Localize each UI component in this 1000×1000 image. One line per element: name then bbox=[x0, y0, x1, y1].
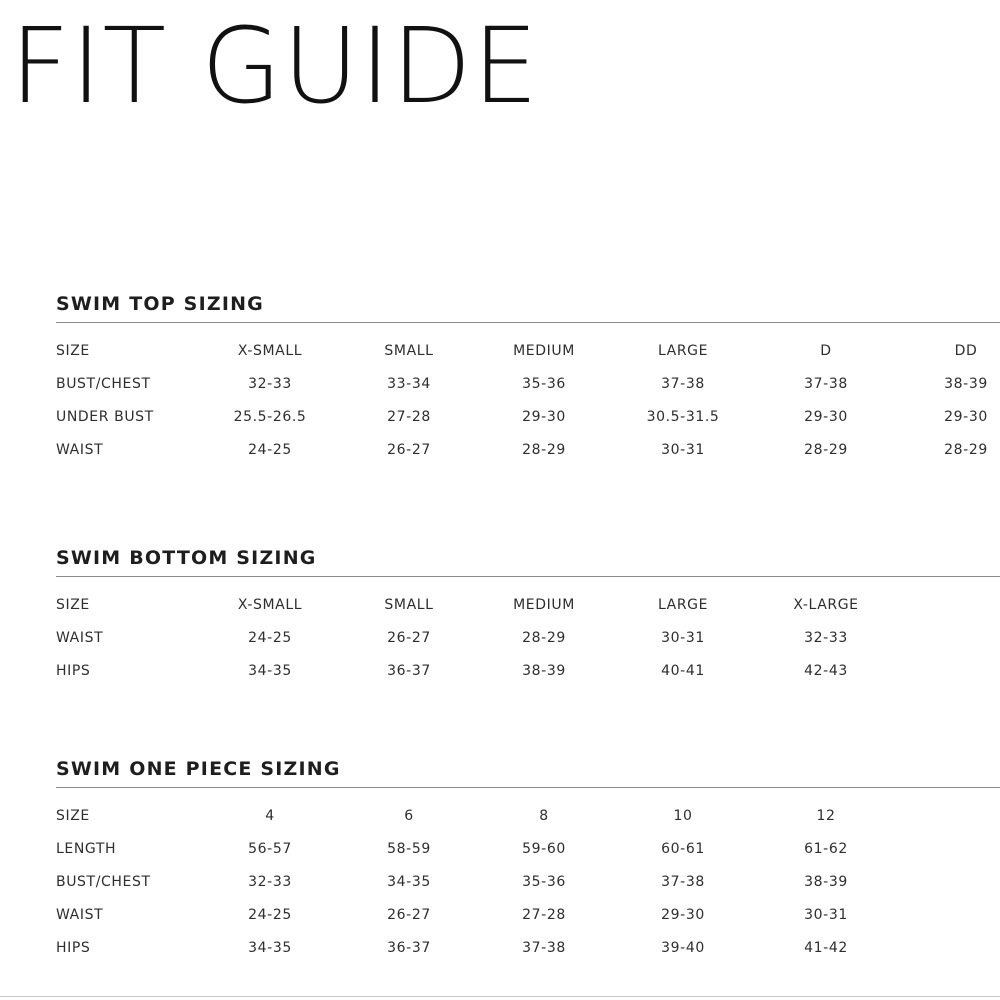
table-cell: 37-38 bbox=[661, 874, 705, 890]
table-cell: 30-31 bbox=[661, 442, 705, 458]
table-cell: 32-33 bbox=[248, 376, 292, 392]
table-cell: MEDIUM bbox=[513, 597, 575, 613]
table-cell: 27-28 bbox=[522, 907, 566, 923]
table-row-hips bbox=[0, 938, 1000, 958]
table-cell: 25.5-26.5 bbox=[233, 409, 307, 425]
table-cell: SMALL bbox=[384, 343, 434, 359]
table-cell: 28-29 bbox=[944, 442, 988, 458]
row-label: HIPS bbox=[56, 940, 91, 956]
table-cell: 29-30 bbox=[661, 907, 705, 923]
table-cell: 61-62 bbox=[804, 841, 848, 857]
table-row-bust-chest bbox=[0, 872, 1000, 892]
swim-bottom-divider bbox=[56, 576, 1000, 577]
table-cell: 35-36 bbox=[522, 874, 566, 890]
table-cell: LARGE bbox=[657, 597, 709, 613]
row-label: LENGTH bbox=[56, 841, 117, 857]
table-cell: X-LARGE bbox=[793, 597, 859, 613]
table-cell: 26-27 bbox=[387, 907, 431, 923]
table-cell: 32-33 bbox=[248, 874, 292, 890]
row-label: HIPS bbox=[56, 663, 91, 679]
row-label: BUST/CHEST bbox=[56, 874, 151, 890]
table-cell: 6 bbox=[404, 808, 414, 824]
table-cell: 33-34 bbox=[387, 376, 431, 392]
table-cell: 58-59 bbox=[387, 841, 431, 857]
table-cell: SMALL bbox=[384, 597, 434, 613]
table-cell: 59-60 bbox=[522, 841, 566, 857]
table-cell: 4 bbox=[265, 808, 275, 824]
table-cell: 36-37 bbox=[387, 940, 431, 956]
row-label: WAIST bbox=[56, 442, 104, 458]
table-cell: 30-31 bbox=[661, 630, 705, 646]
swim-top-divider bbox=[56, 322, 1000, 323]
table-cell: 24-25 bbox=[248, 442, 292, 458]
table-cell: 37-38 bbox=[804, 376, 848, 392]
table-cell: 34-35 bbox=[387, 874, 431, 890]
swim-top-heading: SWIM TOP SIZING bbox=[56, 293, 264, 315]
table-row-size bbox=[0, 595, 1000, 615]
row-label: WAIST bbox=[56, 630, 104, 646]
swim-bottom-heading: SWIM BOTTOM SIZING bbox=[56, 547, 317, 569]
table-cell: 39-40 bbox=[661, 940, 705, 956]
table-cell: 30-31 bbox=[804, 907, 848, 923]
table-row-waist bbox=[0, 628, 1000, 648]
table-cell: 29-30 bbox=[944, 409, 988, 425]
table-cell: 29-30 bbox=[804, 409, 848, 425]
table-cell: 35-36 bbox=[522, 376, 566, 392]
table-cell: 37-38 bbox=[661, 376, 705, 392]
bottom-border bbox=[0, 996, 1000, 997]
row-label: BUST/CHEST bbox=[56, 376, 151, 392]
table-cell: 38-39 bbox=[522, 663, 566, 679]
table-cell: 37-38 bbox=[522, 940, 566, 956]
table-cell: 41-42 bbox=[804, 940, 848, 956]
table-cell: 12 bbox=[816, 808, 836, 824]
table-row-size bbox=[0, 806, 1000, 826]
table-row-waist bbox=[0, 440, 1000, 460]
table-cell: 56-57 bbox=[248, 841, 292, 857]
table-cell: 38-39 bbox=[944, 376, 988, 392]
table-cell: 26-27 bbox=[387, 630, 431, 646]
table-cell: DD bbox=[954, 343, 978, 359]
row-label: SIZE bbox=[56, 597, 90, 613]
table-row-under-bust bbox=[0, 407, 1000, 427]
table-cell: 30.5-31.5 bbox=[646, 409, 720, 425]
table-cell: 42-43 bbox=[804, 663, 848, 679]
row-label: WAIST bbox=[56, 907, 104, 923]
table-cell: 10 bbox=[673, 808, 693, 824]
table-cell: 24-25 bbox=[248, 907, 292, 923]
table-cell: LARGE bbox=[657, 343, 709, 359]
table-cell: 8 bbox=[539, 808, 549, 824]
table-cell: 38-39 bbox=[804, 874, 848, 890]
table-cell: 40-41 bbox=[661, 663, 705, 679]
table-cell: 28-29 bbox=[804, 442, 848, 458]
swim-one-piece-heading: SWIM ONE PIECE SIZING bbox=[56, 758, 341, 780]
table-row-length bbox=[0, 839, 1000, 859]
table-cell: 60-61 bbox=[661, 841, 705, 857]
row-label: SIZE bbox=[56, 808, 90, 824]
row-label: SIZE bbox=[56, 343, 90, 359]
table-cell: 24-25 bbox=[248, 630, 292, 646]
table-cell: X-SMALL bbox=[237, 597, 303, 613]
table-cell: X-SMALL bbox=[237, 343, 303, 359]
table-row-size bbox=[0, 341, 1000, 361]
table-cell: 29-30 bbox=[522, 409, 566, 425]
table-row-waist bbox=[0, 905, 1000, 925]
table-cell: 34-35 bbox=[248, 940, 292, 956]
table-row-hips bbox=[0, 661, 1000, 681]
table-cell: 28-29 bbox=[522, 630, 566, 646]
page-title: FIT GUIDE bbox=[10, 5, 540, 127]
table-cell: D bbox=[820, 343, 832, 359]
swim-one-piece-divider bbox=[56, 787, 1000, 788]
table-cell: MEDIUM bbox=[513, 343, 575, 359]
row-label: UNDER BUST bbox=[56, 409, 154, 425]
table-cell: 36-37 bbox=[387, 663, 431, 679]
table-cell: 32-33 bbox=[804, 630, 848, 646]
table-cell: 34-35 bbox=[248, 663, 292, 679]
table-cell: 28-29 bbox=[522, 442, 566, 458]
table-cell: 26-27 bbox=[387, 442, 431, 458]
table-cell: 27-28 bbox=[387, 409, 431, 425]
table-row-bust-chest bbox=[0, 374, 1000, 394]
